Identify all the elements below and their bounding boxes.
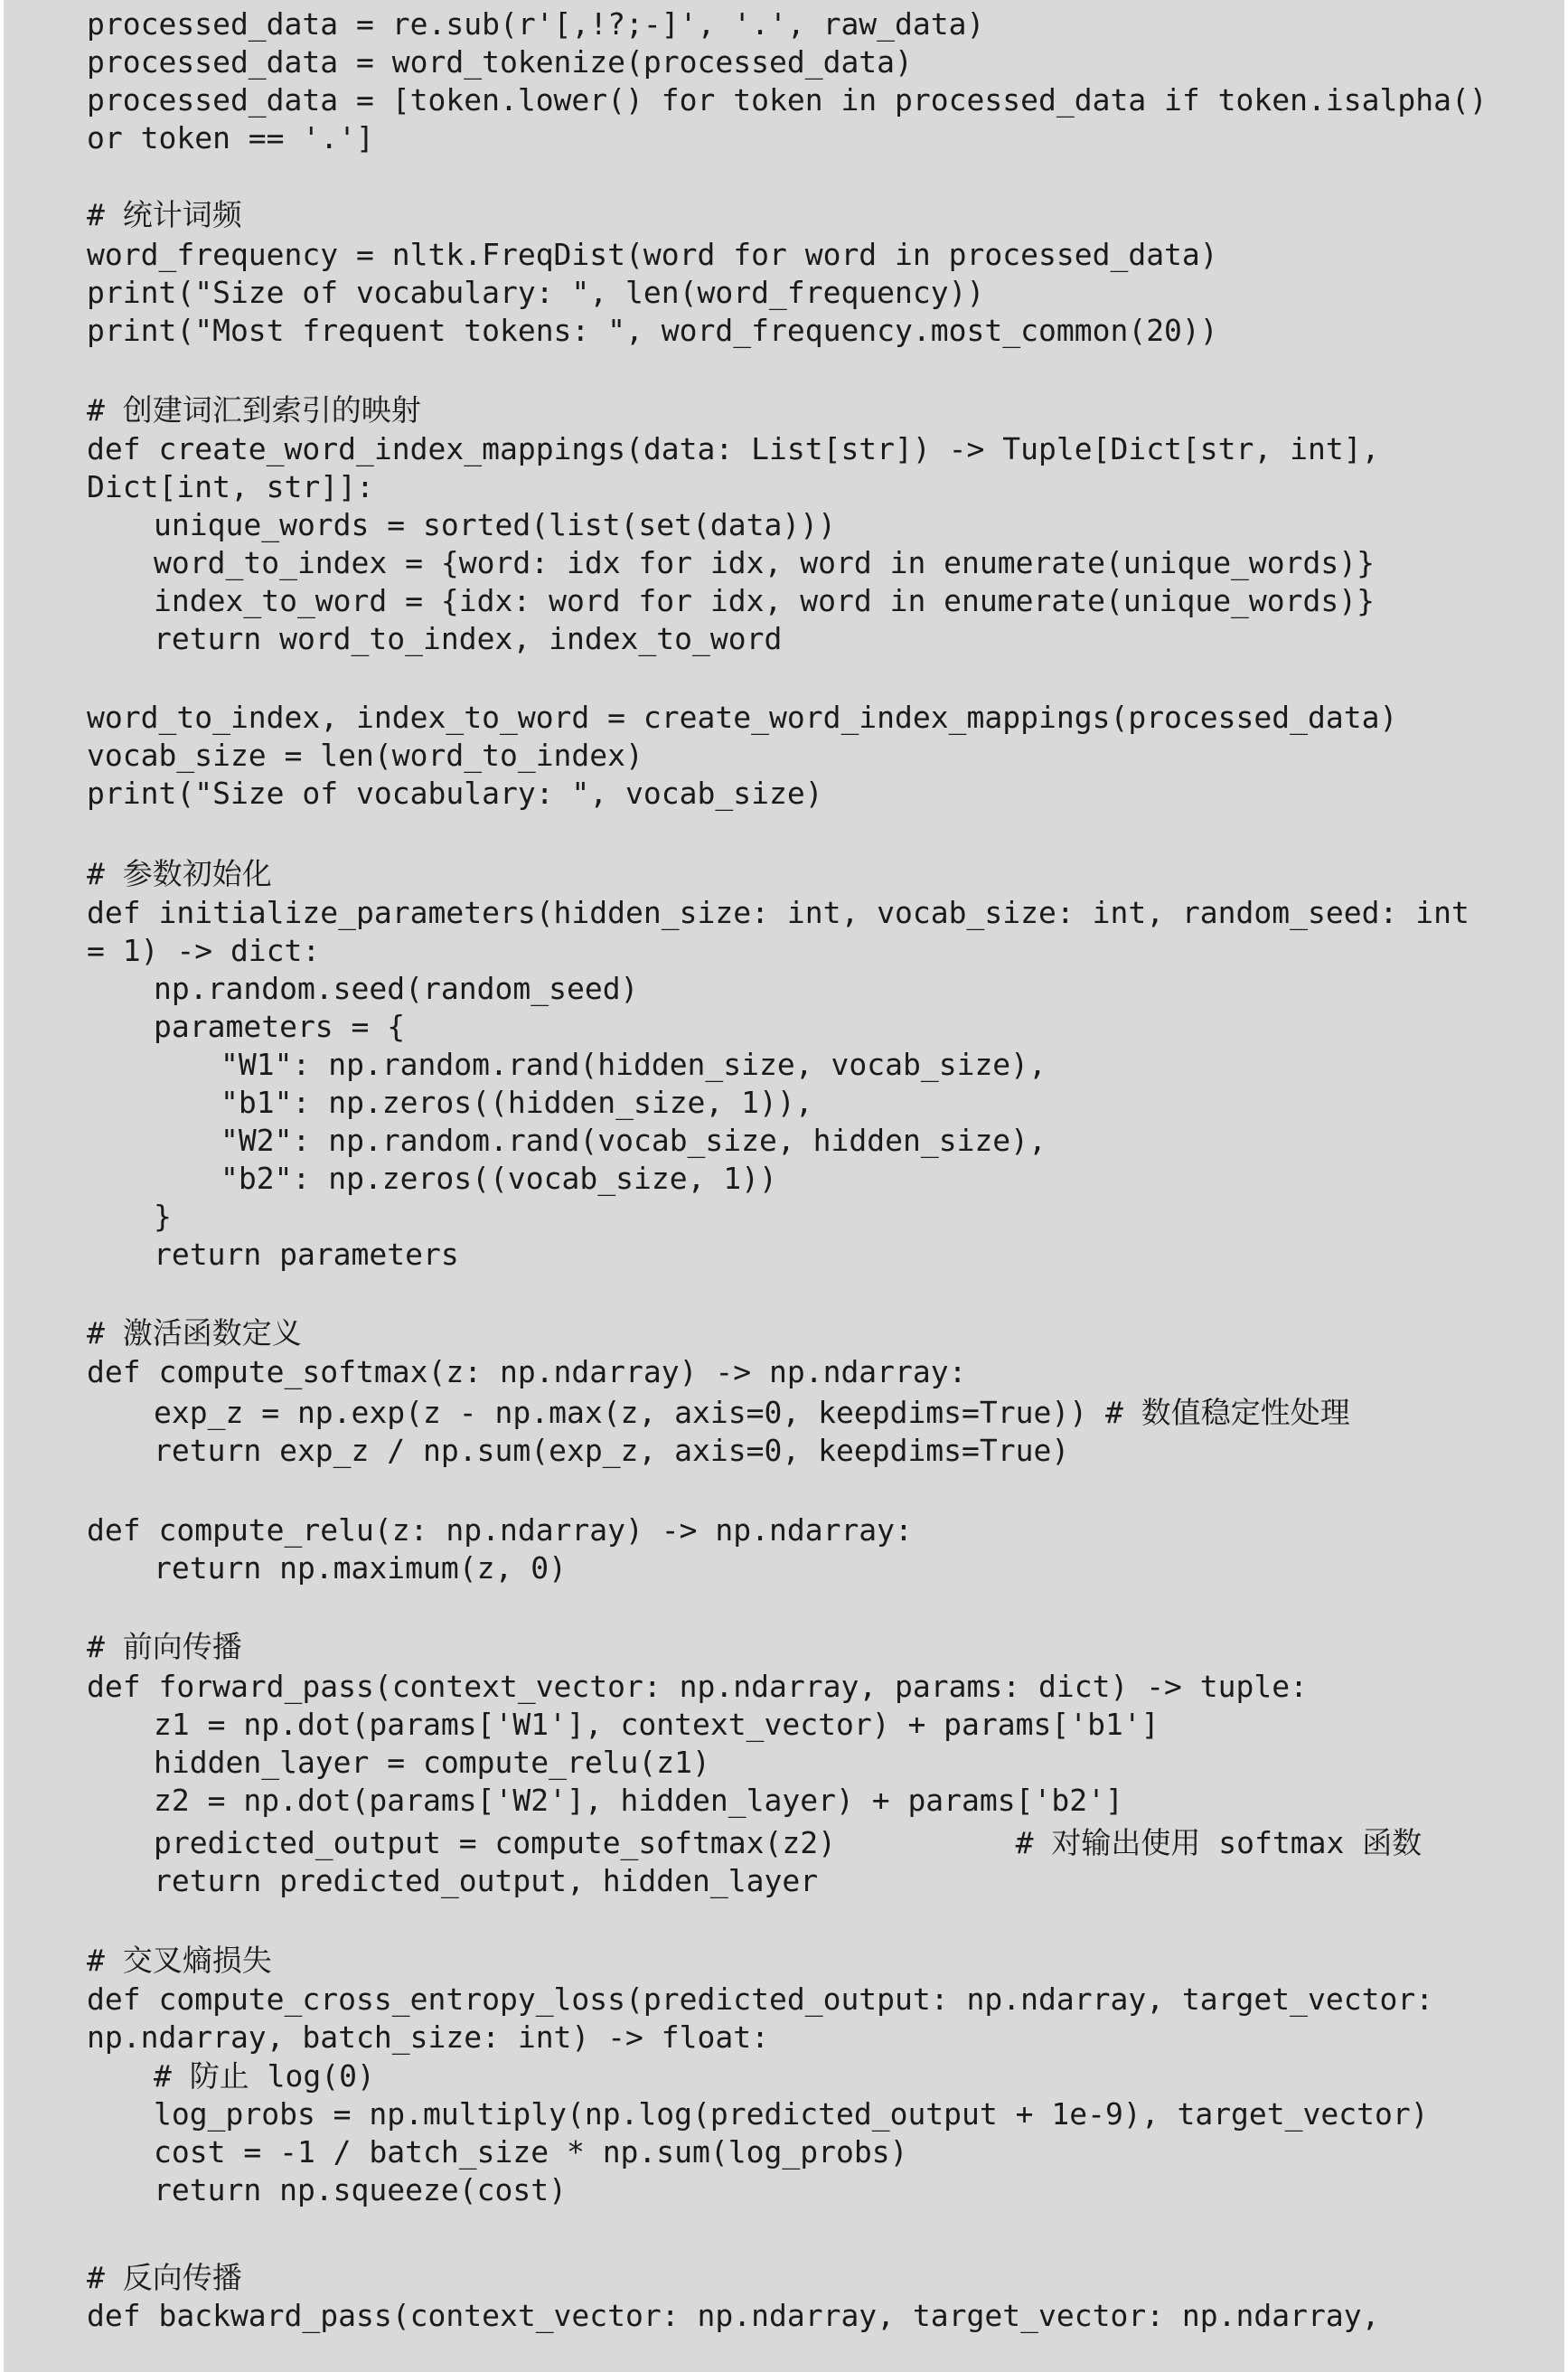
code-line: hidden_layer = compute_relu(z1) [154, 1745, 710, 1780]
code-line: "b2": np.zeros((vocab_size, 1)) [221, 1161, 777, 1196]
code-line [4, 1900, 1564, 1938]
code-line: np.ndarray, batch_size: int) -> float: [87, 2019, 769, 2055]
code-line: exp_z = np.exp(z - np.max(z, axis=0, keepdims=True)) # 数值稳定性处理 [154, 1395, 1350, 1430]
code-line: return exp_z / np.sum(exp_z, axis=0, keepdims=True) [154, 1433, 1070, 1468]
code-line: processed_data = re.sub(r'[,!?;-]', '.', raw_data) [87, 6, 985, 42]
code-line: print("Size of vocabulary: ", vocab_size) [87, 776, 823, 811]
code-line: "b1": np.zeros((hidden_size, 1)), [221, 1085, 813, 1120]
code-line: z2 = np.dot(params['W2'], hidden_layer) + params['b2'] [154, 1783, 1123, 1818]
code-line: word_to_index = {word: idx for idx, word in enumerate(unique_words)} [154, 545, 1376, 580]
code-line [4, 350, 1564, 388]
code-line: "W1": np.random.rand(hidden_size, vocab_size), [221, 1047, 1047, 1082]
code-line: vocab_size = len(word_to_index) [87, 738, 643, 773]
code-comment-line: # 前向传播 [87, 1629, 242, 1664]
code-line: print("Size of vocabulary: ", len(word_frequency)) [87, 275, 985, 310]
code-line: index_to_word = {idx: word for idx, word in enumerate(unique_words)} [154, 583, 1376, 618]
code-comment-line: # 创建词汇到索引的映射 [87, 392, 421, 428]
code-line: parameters = { [154, 1009, 406, 1044]
code-line: def compute_cross_entropy_loss(predicted_output: np.ndarray, target_vector: [87, 1981, 1434, 2017]
code-line: processed_data = [token.lower() for token in processed_data if token.isalpha() [87, 82, 1488, 118]
code-line [4, 157, 1564, 195]
code-line: def compute_softmax(z: np.ndarray) -> np.ndarray: [87, 1354, 967, 1389]
code-line: Dict[int, str]]: [87, 469, 374, 504]
code-comment-line: # 交叉熵损失 [87, 1943, 272, 1978]
code-line: z1 = np.dot(params['W1'], context_vector) + params['b1'] [154, 1707, 1160, 1742]
code-comment-line: # 激活函数定义 [87, 1315, 302, 1351]
code-line: processed_data = word_tokenize(processed_data) [87, 44, 913, 80]
code-line: word_to_index, index_to_word = create_word_index_mappings(processed_data) [87, 700, 1398, 735]
code-line: def compute_relu(z: np.ndarray) -> np.ndarray: [87, 1512, 913, 1548]
code-line: cost = -1 / batch_size * np.sum(log_probs) [154, 2134, 908, 2170]
code-line: return predicted_output, hidden_layer [154, 1863, 819, 1898]
code-line: np.random.seed(random_seed) [154, 971, 639, 1006]
code-line: = 1) -> dict: [87, 933, 321, 968]
code-listing [4, 0, 1564, 2372]
code-line: def create_word_index_mappings(data: List[str]) -> Tuple[Dict[str, int], [87, 431, 1380, 466]
code-line: unique_words = sorted(list(set(data))) [154, 507, 836, 542]
code-line: return parameters [154, 1237, 459, 1272]
code-comment-line: # 反向传播 [87, 2260, 242, 2295]
code-comment-line: # 防止 log(0) [154, 2058, 375, 2094]
code-line: return np.squeeze(cost) [154, 2172, 567, 2207]
code-line [4, 813, 1564, 851]
code-line: return word_to_index, index_to_word [154, 621, 783, 656]
code-line [4, 2209, 1564, 2247]
code-line: print("Most frequent tokens: ", word_frequency.most_common(20)) [87, 313, 1218, 348]
code-line [4, 1587, 1564, 1625]
code-line [4, 658, 1564, 696]
code-line: def initialize_parameters(hidden_size: int, vocab_size: int, random_seed: int [87, 895, 1469, 930]
code-line: def backward_pass(context_vector: np.ndarray, target_vector: np.ndarray, [87, 2298, 1380, 2333]
code-line: log_probs = np.multiply(np.log(predicted_output + 1e-9), target_vector) [154, 2096, 1429, 2132]
code-line: word_frequency = nltk.FreqDist(word for word in processed_data) [87, 237, 1218, 272]
code-comment-line: # 参数初始化 [87, 856, 272, 891]
code-line: "W2": np.random.rand(vocab_size, hidden_size), [221, 1123, 1047, 1158]
code-line [4, 1274, 1564, 1312]
code-line: def forward_pass(context_vector: np.ndarray, params: dict) -> tuple: [87, 1669, 1309, 1704]
code-comment-line: # 统计词频 [87, 197, 242, 232]
code-line: return np.maximum(z, 0) [154, 1550, 567, 1586]
code-line [4, 1470, 1564, 1508]
code-line: predicted_output = compute_softmax(z2) # 对输出使用 softmax 函数 [154, 1825, 1422, 1860]
code-line: or token == '.'] [87, 120, 374, 155]
code-line: } [154, 1199, 172, 1234]
